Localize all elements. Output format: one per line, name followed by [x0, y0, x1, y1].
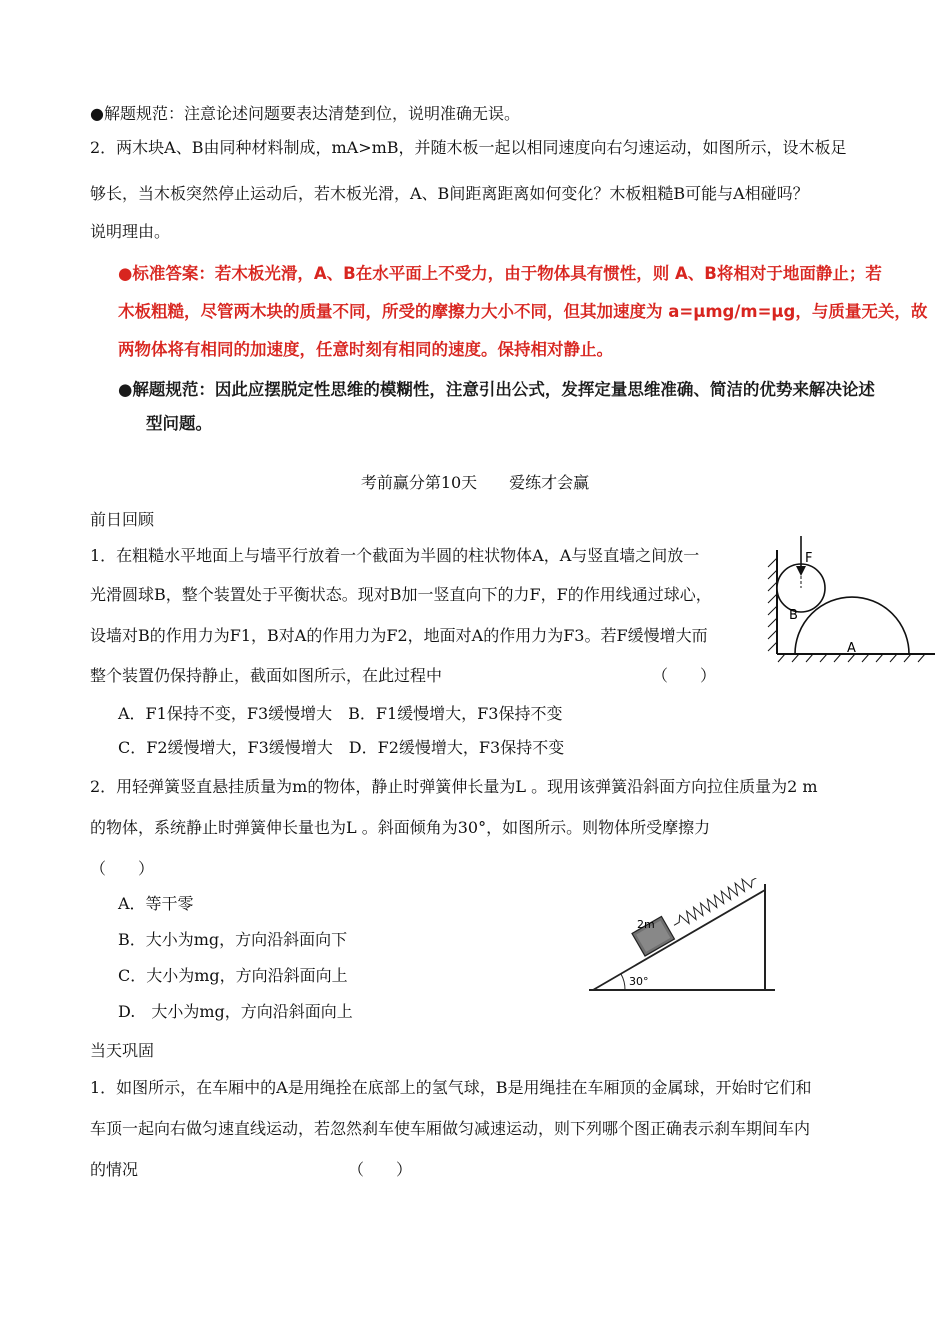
review-q2-line-2: 的物体，系统静止时弹簧伸长量也为L 。斜面倾角为30°，如图所示。则物体所受摩擦力: [90, 818, 711, 837]
review-q1-line-1: 1．在粗糙水平地面上与墙平行放着一个截面为半圆的柱状物体A，A与竖直墙之间放一: [90, 546, 700, 565]
review-heading: 前日回顾: [90, 510, 155, 529]
halfcylinder-label: A: [847, 641, 856, 656]
review-q1-options-row-1: A．F1保持不变，F3缓慢增大 B．F1缓慢增大，F3保持不变: [118, 704, 563, 723]
mass-label: 2m: [637, 918, 655, 931]
solution-rule-line-2: 型问题。: [146, 414, 212, 433]
today-q1-line-3: 的情况: [90, 1160, 139, 1179]
today-q1-line-1: 1．如图所示，在车厢中的A是用绳拴在底部上的氢气球，B是用绳挂在车厢顶的金属球，开始时它们和: [90, 1078, 812, 1097]
question-2-line-2: 够长，当木板突然停止运动后，若木板光滑，A、B间距离距离如何变化？木板粗糙B可能与A相碰吗？: [90, 184, 809, 203]
review-q2-option-c: C．大小为mg，方向沿斜面向上: [118, 966, 348, 985]
question-2-line-1: 2．两木块A、B由同种材料制成，mA>mB，并随木板一起以相同速度向右匀速运动，如图所示，设木板足: [90, 138, 847, 157]
review-q1-line-4: 整个装置仍保持静止，截面如图所示，在此过程中: [90, 666, 443, 685]
question-2-line-3: 说明理由。: [90, 222, 171, 241]
incline-spring-figure: [585, 878, 780, 996]
force-label: F: [805, 551, 813, 566]
review-q2-option-a: A．等干零: [118, 894, 194, 913]
today-heading: 当天巩固: [90, 1041, 155, 1060]
review-q1-line-2: 光滑圆球B，整个装置处于平衡状态。现对B加一竖直向下的力F，F的作用线通过球心，: [90, 585, 712, 604]
standard-answer-line-3: 两物体将有相同的加速度，任意时刻有相同的速度。保持相对静止。: [118, 340, 613, 359]
solution-rule-text: ●解题规范：注意论述问题要表达清楚到位，说明准确无误。: [90, 104, 520, 123]
review-q2-option-b: B．大小为mg，方向沿斜面向下: [118, 930, 348, 949]
review-q1-bracket: （ ）: [652, 666, 717, 685]
today-q1-line-2: 车顶一起向右做匀速直线运动，若忽然刹车使车厢做匀减速运动，则下列哪个图正确表示刹车期间车内: [90, 1119, 811, 1138]
review-q1-options-row-2: C．F2缓慢增大，F3缓慢增大 D．F2缓慢增大，F3保持不变: [118, 738, 565, 757]
ball-label: B: [789, 608, 798, 623]
today-q1-bracket: （ ）: [348, 1160, 413, 1179]
wall-ball-halfcylinder-figure: [765, 528, 940, 663]
standard-answer-line-1: ●标准答案：若木板光滑，A、B在水平面上不受力，由于物体具有惯性，则 A、B将相对于地面静止；若: [118, 264, 882, 283]
section-title: 考前赢分第10天 爱练才会赢: [360, 473, 590, 492]
review-q1-line-3: 设墙对B的作用力为F1，B对A的作用力为F2，地面对A的作用力为F3。若F缓慢增大而: [90, 626, 708, 645]
review-q2-option-d: D. 大小为mg，方向沿斜面向上: [118, 1002, 353, 1021]
standard-answer-line-2: 木板粗糙，尽管两木块的质量不同，所受的摩擦力大小不同，但其加速度为 a=μmg/m=μg，与质量无关，故: [118, 302, 928, 321]
solution-rule-line-1: ●解题规范：因此应摆脱定性思维的模糊性，注意引出公式，发挥定量思维准确、简洁的优势来解决论述: [118, 380, 875, 399]
angle-label: 30°: [629, 975, 649, 988]
review-q2-line-1: 2．用轻弹簧竖直悬挂质量为m的物体，静止时弹簧伸长量为L 。现用该弹簧沿斜面方向拉住质量为2 m: [90, 777, 818, 796]
review-q2-bracket: （ ）: [90, 859, 155, 878]
